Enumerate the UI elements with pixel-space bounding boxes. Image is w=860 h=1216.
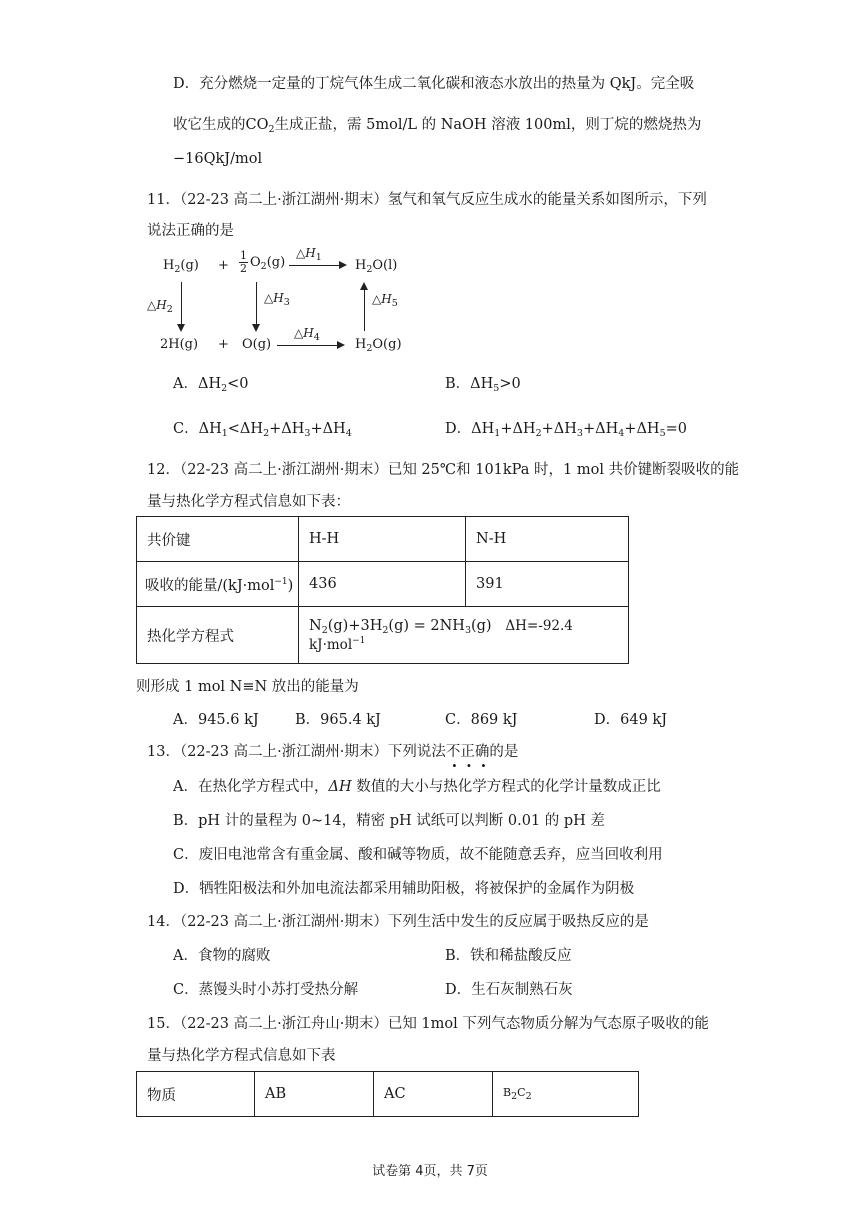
q12-stem-line2: 量与热化学方程式信息如下表：	[147, 494, 350, 510]
diagram-arrow-dh3	[256, 282, 257, 326]
diagram-arrowhead-dh2	[177, 324, 185, 332]
table-cell: H-H	[299, 517, 466, 562]
q12-option-d: D．649 kJ	[594, 712, 668, 728]
q15-stem-line2: 量与热化学方程式信息如下表	[147, 1048, 336, 1064]
diagram-dh2-label: $\triangle H_2$	[147, 298, 173, 315]
q15-substance-table	[136, 1071, 639, 1117]
q11-option-b: B．$\Delta H_5>0$	[445, 376, 521, 394]
diagram-dh3-label: $\triangle H_3$	[264, 291, 290, 308]
table-row	[137, 607, 629, 664]
q12-stem-line1: 12．（22-23 高二上·浙江湖州·期末）已知 25℃和 101kPa 时，1 mol 共价键断裂吸收的能	[147, 462, 740, 478]
page-footer: 试卷第 4页，共 7页	[372, 1164, 488, 1179]
table-cell: 436	[299, 562, 466, 607]
diagram-h2-gas: $H_2(g)$	[163, 258, 199, 275]
diagram-arrowhead-dh3	[252, 324, 260, 332]
table-cell: 共价键	[137, 517, 299, 562]
q11-stem-line1: 11．（22-23 高二上·浙江湖州·期末）氢气和氧气反应生成水的能量关系如图所示，下列	[147, 192, 707, 208]
q12-bond-energy-table	[136, 516, 629, 664]
diagram-h2o-gas: $H_2O(g)$	[355, 337, 402, 354]
q14-stem: 14．（22-23 高二上·浙江湖州·期末）下列生活中发生的反应属于吸热反应的是	[147, 914, 649, 930]
energy-diagram	[0, 0, 860, 370]
q10-option-d-line1: D．充分燃烧一定量的丁烷气体生成二氧化碳和液态水放出的热量为 QkJ。完全吸	[173, 76, 695, 92]
q13-option-d: D．牺牲阳极法和外加电流法都采用辅助阳极，将被保护的金属作为阴极	[173, 881, 635, 897]
q11-option-d: D．$\Delta H_1+\Delta H_2+\Delta H_3+\Delta H_4+\Delta H_5=0$	[445, 421, 687, 439]
diagram-arrow-dh2	[181, 282, 182, 326]
q12-after-table: 则形成 1 mol N≡N 放出的能量为	[136, 679, 359, 695]
q10-option-d-line3: −16QkJ/mol	[173, 151, 263, 167]
q14-option-d: D．生石灰制熟石灰	[445, 982, 573, 998]
table-cell: 物质	[137, 1072, 255, 1117]
q13-stem: 13．（22-23 高二上·浙江湖州·期末）下列说法不正确的是	[147, 744, 519, 760]
diagram-arrow-dh1	[289, 265, 341, 266]
diagram-dh4-label: $\triangle H_4$	[294, 326, 320, 343]
diagram-arrow-dh5	[364, 289, 365, 331]
q12-option-b: B．965.4 kJ	[295, 712, 381, 728]
table-cell: AB	[255, 1072, 374, 1117]
table-row	[137, 562, 629, 607]
q14-option-b: B．铁和稀盐酸反应	[445, 948, 572, 964]
diagram-o-gas: O(g)	[242, 337, 272, 352]
q12-option-a: A．945.6 kJ	[173, 712, 259, 728]
diagram-arrow-dh4	[277, 345, 339, 346]
q12-option-c: C．869 kJ	[445, 712, 518, 728]
q15-stem-line1: 15．（22-23 高二上·浙江舟山·期末）已知 1mol 下列气态物质分解为气态原子吸收的能	[147, 1016, 709, 1032]
table-cell: AC	[374, 1072, 493, 1117]
q13-option-c: C．废旧电池常含有重金属、酸和碱等物质，故不能随意丢弃，应当回收利用	[173, 847, 663, 863]
q14-option-a: A．食物的腐败	[173, 948, 271, 964]
q11-option-a: A．$\Delta H_2<0$	[173, 376, 249, 394]
table-cell: 吸收的能量/(kJ·mol$^{-1}$)	[137, 562, 299, 607]
diagram-plus-1: +	[218, 258, 229, 273]
table-cell: $B_2C_2$	[493, 1072, 639, 1117]
diagram-dh5-label: $\triangle H_5$	[372, 292, 398, 309]
table-row	[137, 1072, 639, 1117]
q14-option-c: C．蒸馒头时小苏打受热分解	[173, 982, 359, 998]
diagram-arrowhead-dh5	[360, 282, 368, 290]
diagram-h2o-liquid: $H_2O(l)$	[355, 258, 398, 275]
diagram-arrowhead-dh4	[337, 341, 345, 349]
q11-stem-line2: 说法正确的是	[147, 223, 234, 239]
table-cell-equation: $N_2(g)+3H_2(g) = 2NH_3(g)$ ΔH=-92.4 kJ·mol$^{-1}$	[299, 607, 629, 664]
table-row	[137, 517, 629, 562]
table-cell: 391	[466, 562, 629, 607]
table-cell: 热化学方程式	[137, 607, 299, 664]
diagram-arrowhead-dh1	[339, 261, 347, 269]
q13-option-b: B．pH 计的量程为 0~14，精密 pH 试纸可以判断 0.01 的 pH 差	[173, 813, 605, 829]
q10-option-d-line2: 收它生成的$CO_2$生成正盐，需 5mol/L 的 NaOH 溶液 100ml，则丁烷的燃烧热为	[173, 117, 702, 135]
diagram-2h-gas: 2H(g)	[160, 337, 199, 352]
diagram-plus-2: +	[218, 337, 229, 352]
q13-option-a: A．在热化学方程式中，ΔH 数值的大小与热化学方程式的化学计量数成正比	[173, 779, 661, 795]
diagram-dh1-label: $\triangle H_1$	[296, 246, 322, 263]
table-cell: N-H	[466, 517, 629, 562]
diagram-half-o2: $\frac{1}{2}$ $O_2(g)$	[240, 249, 286, 275]
q11-option-c: C．$\Delta H_1<\Delta H_2+\Delta H_3+\Delta H_4$	[173, 421, 352, 439]
